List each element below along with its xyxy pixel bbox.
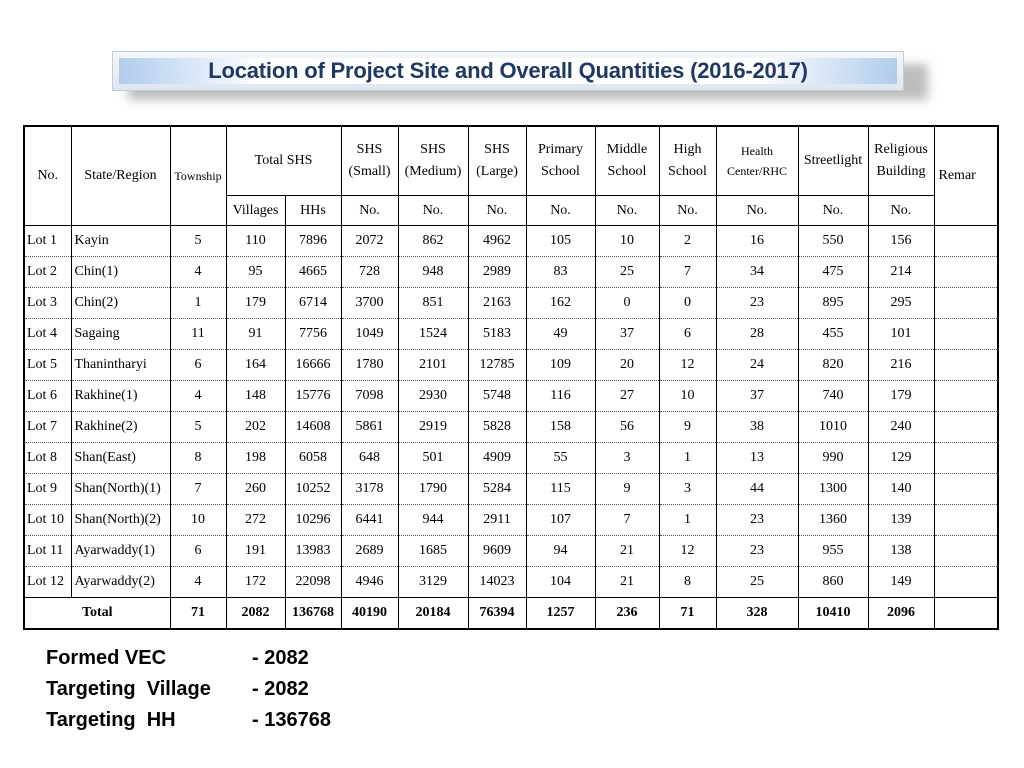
summary-label: Targeting HH xyxy=(46,709,176,731)
state-region-cell: Shan(North)(2) xyxy=(71,505,170,536)
middle-school-cell: 27 xyxy=(595,381,659,412)
middle-school-cell: 9 xyxy=(595,474,659,505)
subheader-no: No. xyxy=(595,196,659,226)
middle-school-cell: 21 xyxy=(595,536,659,567)
primary-school-cell: 162 xyxy=(526,288,595,319)
header-high-school: High School xyxy=(659,126,716,196)
remark-cell xyxy=(934,412,998,443)
subheader-no: No. xyxy=(659,196,716,226)
primary-school-cell: 115 xyxy=(526,474,595,505)
total-cell: 76394 xyxy=(468,598,526,630)
religious-building-cell: 129 xyxy=(868,443,934,474)
subheader-villages: Villages xyxy=(226,196,285,226)
lot-cell: Lot 7 xyxy=(24,412,71,443)
table-row xyxy=(24,474,998,505)
shs-medium-cell: 948 xyxy=(398,257,468,288)
religious-building-cell: 149 xyxy=(868,567,934,598)
lot-cell: Lot 2 xyxy=(24,257,71,288)
hhs-cell: 10296 xyxy=(285,505,341,536)
table-row xyxy=(24,536,998,567)
villages-cell: 172 xyxy=(226,567,285,598)
streetlight-cell: 820 xyxy=(798,350,868,381)
hhs-cell: 15776 xyxy=(285,381,341,412)
table-row xyxy=(24,505,998,536)
summary-label: Targeting Village xyxy=(46,678,211,700)
high-school-cell: 10 xyxy=(659,381,716,412)
header-middle-school: Middle School xyxy=(595,126,659,196)
hhs-cell: 10252 xyxy=(285,474,341,505)
summary-label: Formed VEC xyxy=(46,647,167,669)
villages-cell: 164 xyxy=(226,350,285,381)
remark-cell xyxy=(934,350,998,381)
shs-medium-cell: 2919 xyxy=(398,412,468,443)
shs-medium-cell: 3129 xyxy=(398,567,468,598)
shs-large-cell: 2989 xyxy=(468,257,526,288)
township-cell: 7 xyxy=(170,474,226,505)
middle-school-cell: 25 xyxy=(595,257,659,288)
state-region-cell: Kayin xyxy=(71,226,170,257)
shs-small-cell: 7098 xyxy=(341,381,398,412)
table-row xyxy=(24,226,998,257)
shs-medium-cell: 2930 xyxy=(398,381,468,412)
health-center-cell: 13 xyxy=(716,443,798,474)
shs-small-cell: 1780 xyxy=(341,350,398,381)
lot-cell: Lot 10 xyxy=(24,505,71,536)
total-label: Total xyxy=(24,598,170,630)
middle-school-cell: 37 xyxy=(595,319,659,350)
middle-school-cell: 10 xyxy=(595,226,659,257)
shs-large-cell: 5748 xyxy=(468,381,526,412)
shs-large-cell: 5828 xyxy=(468,412,526,443)
health-center-cell: 44 xyxy=(716,474,798,505)
high-school-cell: 6 xyxy=(659,319,716,350)
summary-row xyxy=(46,705,331,736)
health-center-cell: 24 xyxy=(716,350,798,381)
subheader-hhs: HHs xyxy=(285,196,341,226)
health-center-cell: 16 xyxy=(716,226,798,257)
streetlight-cell: 740 xyxy=(798,381,868,412)
high-school-cell: 9 xyxy=(659,412,716,443)
township-cell: 4 xyxy=(170,257,226,288)
high-school-cell: 2 xyxy=(659,226,716,257)
total-cell: 2082 xyxy=(226,598,285,630)
lot-cell: Lot 6 xyxy=(24,381,71,412)
shs-small-cell: 3700 xyxy=(341,288,398,319)
health-center-cell: 38 xyxy=(716,412,798,443)
primary-school-cell: 107 xyxy=(526,505,595,536)
hhs-cell: 16666 xyxy=(285,350,341,381)
state-region-cell: Rakhine(2) xyxy=(71,412,170,443)
primary-school-cell: 94 xyxy=(526,536,595,567)
summary-value: - 2082 xyxy=(252,647,309,669)
streetlight-cell: 1010 xyxy=(798,412,868,443)
high-school-cell: 0 xyxy=(659,288,716,319)
religious-building-cell: 214 xyxy=(868,257,934,288)
title-banner xyxy=(112,51,904,91)
shs-small-cell: 1049 xyxy=(341,319,398,350)
shs-medium-cell: 501 xyxy=(398,443,468,474)
quantities-table xyxy=(23,125,999,630)
villages-cell: 179 xyxy=(226,288,285,319)
streetlight-cell: 455 xyxy=(798,319,868,350)
table-row xyxy=(24,567,998,598)
high-school-cell: 8 xyxy=(659,567,716,598)
hhs-cell: 22098 xyxy=(285,567,341,598)
table-row xyxy=(24,288,998,319)
high-school-cell: 7 xyxy=(659,257,716,288)
high-school-cell: 12 xyxy=(659,536,716,567)
summary-row xyxy=(46,674,331,705)
remark-cell xyxy=(934,381,998,412)
religious-building-cell: 140 xyxy=(868,474,934,505)
shs-medium-cell: 1685 xyxy=(398,536,468,567)
health-center-cell: 37 xyxy=(716,381,798,412)
total-cell: 10410 xyxy=(798,598,868,630)
villages-cell: 110 xyxy=(226,226,285,257)
total-cell: 20184 xyxy=(398,598,468,630)
lot-cell: Lot 12 xyxy=(24,567,71,598)
table-row xyxy=(24,381,998,412)
shs-small-cell: 5861 xyxy=(341,412,398,443)
header-shs-small: SHS (Small) xyxy=(341,126,398,196)
shs-small-cell: 728 xyxy=(341,257,398,288)
high-school-cell: 1 xyxy=(659,443,716,474)
township-cell: 4 xyxy=(170,381,226,412)
shs-medium-cell: 2101 xyxy=(398,350,468,381)
villages-cell: 202 xyxy=(226,412,285,443)
shs-large-cell: 5284 xyxy=(468,474,526,505)
shs-small-cell: 3178 xyxy=(341,474,398,505)
township-cell: 6 xyxy=(170,350,226,381)
remark-cell xyxy=(934,319,998,350)
streetlight-cell: 860 xyxy=(798,567,868,598)
shs-large-cell: 4962 xyxy=(468,226,526,257)
hhs-cell: 7756 xyxy=(285,319,341,350)
lot-cell: Lot 3 xyxy=(24,288,71,319)
high-school-cell: 3 xyxy=(659,474,716,505)
remark-cell xyxy=(934,474,998,505)
table-row xyxy=(24,443,998,474)
hhs-cell: 7896 xyxy=(285,226,341,257)
remark-cell xyxy=(934,443,998,474)
state-region-cell: Chin(1) xyxy=(71,257,170,288)
header-shs-medium: SHS (Medium) xyxy=(398,126,468,196)
header-religious-building: Religious Building xyxy=(868,126,934,196)
state-region-cell: Ayarwaddy(1) xyxy=(71,536,170,567)
township-cell: 8 xyxy=(170,443,226,474)
total-cell: 71 xyxy=(659,598,716,630)
header-primary-school: Primary School xyxy=(526,126,595,196)
religious-building-cell: 138 xyxy=(868,536,934,567)
middle-school-cell: 21 xyxy=(595,567,659,598)
header-no: No. xyxy=(24,126,71,226)
shs-medium-cell: 862 xyxy=(398,226,468,257)
state-region-cell: Chin(2) xyxy=(71,288,170,319)
lot-cell: Lot 4 xyxy=(24,319,71,350)
header-shs-large: SHS (Large) xyxy=(468,126,526,196)
remark-cell xyxy=(934,288,998,319)
state-region-cell: Rakhine(1) xyxy=(71,381,170,412)
villages-cell: 191 xyxy=(226,536,285,567)
summary-block xyxy=(46,643,331,736)
header-health-center: Health Center/RHC xyxy=(716,126,798,196)
total-cell xyxy=(934,598,998,630)
township-cell: 11 xyxy=(170,319,226,350)
shs-large-cell: 9609 xyxy=(468,536,526,567)
total-cell: 236 xyxy=(595,598,659,630)
streetlight-cell: 895 xyxy=(798,288,868,319)
lot-cell: Lot 8 xyxy=(24,443,71,474)
middle-school-cell: 7 xyxy=(595,505,659,536)
health-center-cell: 28 xyxy=(716,319,798,350)
remark-cell xyxy=(934,567,998,598)
township-cell: 10 xyxy=(170,505,226,536)
table-row xyxy=(24,350,998,381)
villages-cell: 198 xyxy=(226,443,285,474)
hhs-cell: 6714 xyxy=(285,288,341,319)
villages-cell: 91 xyxy=(226,319,285,350)
township-cell: 1 xyxy=(170,288,226,319)
subheader-no: No. xyxy=(526,196,595,226)
shs-small-cell: 6441 xyxy=(341,505,398,536)
shs-large-cell: 14023 xyxy=(468,567,526,598)
table-body xyxy=(24,226,998,598)
religious-building-cell: 139 xyxy=(868,505,934,536)
primary-school-cell: 83 xyxy=(526,257,595,288)
shs-medium-cell: 851 xyxy=(398,288,468,319)
primary-school-cell: 55 xyxy=(526,443,595,474)
hhs-cell: 13983 xyxy=(285,536,341,567)
lot-cell: Lot 5 xyxy=(24,350,71,381)
subheader-no: No. xyxy=(398,196,468,226)
religious-building-cell: 216 xyxy=(868,350,934,381)
shs-small-cell: 4946 xyxy=(341,567,398,598)
streetlight-cell: 1300 xyxy=(798,474,868,505)
shs-medium-cell: 1790 xyxy=(398,474,468,505)
header-state-region: State/Region xyxy=(71,126,170,226)
table-row xyxy=(24,319,998,350)
subheader-no: No. xyxy=(716,196,798,226)
total-row xyxy=(24,598,998,630)
shs-small-cell: 648 xyxy=(341,443,398,474)
primary-school-cell: 104 xyxy=(526,567,595,598)
streetlight-cell: 550 xyxy=(798,226,868,257)
total-cell: 71 xyxy=(170,598,226,630)
religious-building-cell: 179 xyxy=(868,381,934,412)
state-region-cell: Shan(North)(1) xyxy=(71,474,170,505)
high-school-cell: 12 xyxy=(659,350,716,381)
villages-cell: 148 xyxy=(226,381,285,412)
middle-school-cell: 3 xyxy=(595,443,659,474)
remark-cell xyxy=(934,505,998,536)
streetlight-cell: 990 xyxy=(798,443,868,474)
lot-cell: Lot 1 xyxy=(24,226,71,257)
primary-school-cell: 105 xyxy=(526,226,595,257)
state-region-cell: Ayarwaddy(2) xyxy=(71,567,170,598)
shs-large-cell: 12785 xyxy=(468,350,526,381)
shs-small-cell: 2072 xyxy=(341,226,398,257)
header-remark: Remar xyxy=(934,126,998,226)
primary-school-cell: 109 xyxy=(526,350,595,381)
streetlight-cell: 475 xyxy=(798,257,868,288)
health-center-cell: 25 xyxy=(716,567,798,598)
township-cell: 5 xyxy=(170,226,226,257)
shs-medium-cell: 944 xyxy=(398,505,468,536)
summary-value: - 2082 xyxy=(252,678,309,700)
hhs-cell: 6058 xyxy=(285,443,341,474)
religious-building-cell: 295 xyxy=(868,288,934,319)
state-region-cell: Thanintharyi xyxy=(71,350,170,381)
page-title: Location of Project Site and Overall Quantities (2016-2017) xyxy=(208,58,808,83)
township-cell: 4 xyxy=(170,567,226,598)
middle-school-cell: 56 xyxy=(595,412,659,443)
religious-building-cell: 101 xyxy=(868,319,934,350)
subheader-no: No. xyxy=(868,196,934,226)
shs-medium-cell: 1524 xyxy=(398,319,468,350)
villages-cell: 95 xyxy=(226,257,285,288)
total-cell: 40190 xyxy=(341,598,398,630)
middle-school-cell: 0 xyxy=(595,288,659,319)
shs-small-cell: 2689 xyxy=(341,536,398,567)
subheader-no: No. xyxy=(341,196,398,226)
high-school-cell: 1 xyxy=(659,505,716,536)
hhs-cell: 4665 xyxy=(285,257,341,288)
total-cell: 2096 xyxy=(868,598,934,630)
total-cell: 1257 xyxy=(526,598,595,630)
total-cell: 328 xyxy=(716,598,798,630)
header-township: Township xyxy=(170,126,226,226)
summary-row xyxy=(46,643,331,674)
lot-cell: Lot 11 xyxy=(24,536,71,567)
health-center-cell: 23 xyxy=(716,288,798,319)
health-center-cell: 23 xyxy=(716,536,798,567)
religious-building-cell: 240 xyxy=(868,412,934,443)
state-region-cell: Sagaing xyxy=(71,319,170,350)
remark-cell xyxy=(934,257,998,288)
total-cell: 136768 xyxy=(285,598,341,630)
summary-value: - 136768 xyxy=(252,709,331,731)
shs-large-cell: 5183 xyxy=(468,319,526,350)
subheader-no: No. xyxy=(468,196,526,226)
primary-school-cell: 158 xyxy=(526,412,595,443)
shs-large-cell: 4909 xyxy=(468,443,526,474)
primary-school-cell: 116 xyxy=(526,381,595,412)
religious-building-cell: 156 xyxy=(868,226,934,257)
streetlight-cell: 1360 xyxy=(798,505,868,536)
header-streetlight: Streetlight xyxy=(798,126,868,196)
villages-cell: 260 xyxy=(226,474,285,505)
middle-school-cell: 20 xyxy=(595,350,659,381)
primary-school-cell: 49 xyxy=(526,319,595,350)
subheader-no: No. xyxy=(798,196,868,226)
table-row xyxy=(24,412,998,443)
villages-cell: 272 xyxy=(226,505,285,536)
hhs-cell: 14608 xyxy=(285,412,341,443)
health-center-cell: 23 xyxy=(716,505,798,536)
remark-cell xyxy=(934,226,998,257)
lot-cell: Lot 9 xyxy=(24,474,71,505)
header-total-shs: Total SHS xyxy=(226,126,341,196)
table-row xyxy=(24,257,998,288)
township-cell: 5 xyxy=(170,412,226,443)
streetlight-cell: 955 xyxy=(798,536,868,567)
state-region-cell: Shan(East) xyxy=(71,443,170,474)
township-cell: 6 xyxy=(170,536,226,567)
shs-large-cell: 2911 xyxy=(468,505,526,536)
remark-cell xyxy=(934,536,998,567)
shs-large-cell: 2163 xyxy=(468,288,526,319)
health-center-cell: 34 xyxy=(716,257,798,288)
